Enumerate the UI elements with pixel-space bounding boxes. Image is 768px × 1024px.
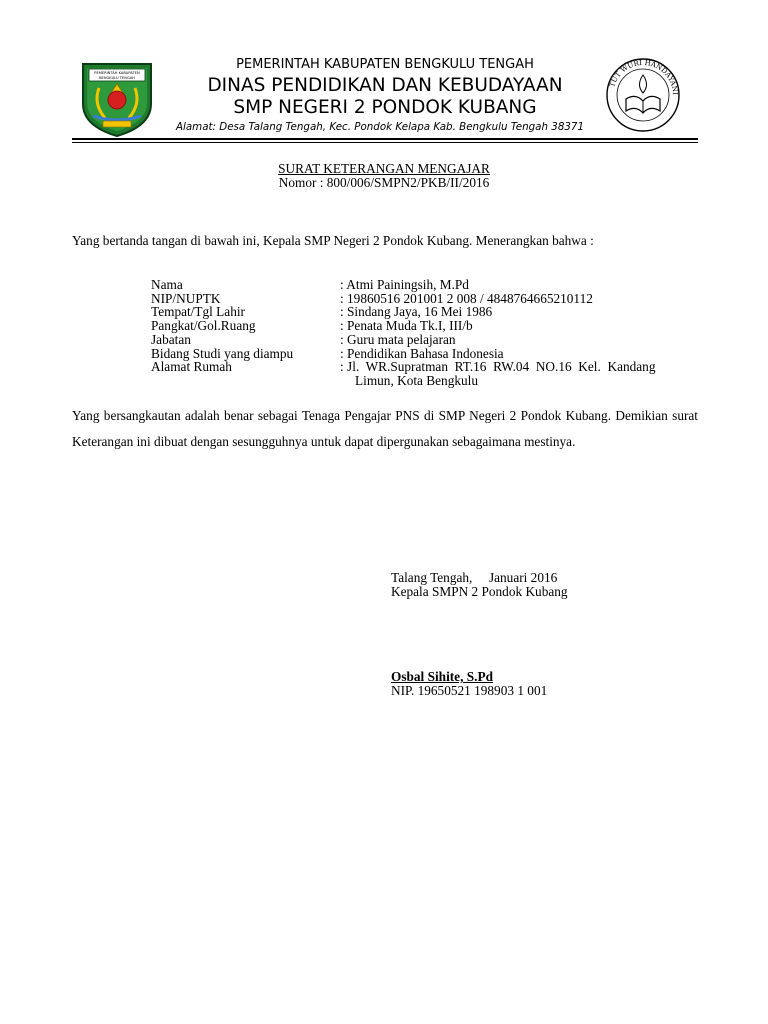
field-value-nama: : Atmi Painingsih, M.Pd	[340, 277, 469, 292]
signature-place-date: Talang Tengah, Januari 2016	[391, 570, 558, 585]
field-value-nip: : 19860516 201001 2 008 / 4848764665210112	[340, 291, 593, 306]
field-label-nama: Nama	[151, 277, 183, 292]
svg-text:PEMERINTAH KABUPATEN: PEMERINTAH KABUPATEN	[94, 71, 140, 75]
field-label-address: Alamat Rumah	[151, 359, 232, 374]
field-value-address-continued: Limun, Kota Bengkulu	[355, 373, 478, 388]
tut-wuri-handayani-logo	[596, 55, 691, 135]
field-label-nip: NIP/NUPTK	[151, 291, 221, 306]
document-title: SURAT KETERANGAN MENGAJAR	[278, 161, 490, 176]
letterhead-school: SMP NEGERI 2 PONDOK KUBANG	[233, 97, 537, 118]
closing-paragraph: Yang bersangkautan adalah benar sebagai Tenaga Pengajar PNS di SMP Negeri 2 Pondok Kubang. Demikian surat Keterangan ini dibuat dengan sesungguhnya untuk dapat dipergunakan sebagaimana mestinya.	[72, 408, 698, 449]
signatory-nip: NIP. 19650521 198903 1 001	[391, 683, 548, 698]
svg-text:TUT WURI HANDAYANI: TUT WURI HANDAYANI	[608, 58, 680, 96]
intro-paragraph: Yang bertanda tangan di bawah ini, Kepala SMP Negeri 2 Pondok Kubang. Menerangkan bahwa :	[72, 233, 594, 248]
field-value-rank: : Penata Muda Tk.I, III/b	[340, 318, 473, 333]
signature-role: Kepala SMPN 2 Pondok Kubang	[391, 584, 568, 599]
letterhead-address: Alamat: Desa Talang Tengah, Kec. Pondok Kelapa Kab. Bengkulu Tengah 38371	[175, 121, 585, 133]
signatory-name: Osbal Sihite, S.Pd	[391, 669, 493, 684]
field-value-subject: : Pendidikan Bahasa Indonesia	[340, 346, 504, 361]
field-value-address: : Jl. WR.Supratman RT.16 RW.04 NO.16 Kel. Kandang	[340, 359, 656, 374]
regency-logo	[77, 58, 157, 138]
field-value-birth: : Sindang Jaya, 16 Mei 1986	[340, 304, 493, 319]
letterhead-divider-thick	[72, 138, 698, 140]
letterhead-department: DINAS PENDIDIKAN DAN KEBUDAYAAN	[207, 75, 563, 96]
document-number: Nomor : 800/006/SMPN2/PKB/II/2016	[278, 175, 490, 190]
field-label-rank: Pangkat/Gol.Ruang	[151, 318, 256, 333]
field-label-birth: Tempat/Tgl Lahir	[151, 304, 245, 319]
field-label-position: Jabatan	[151, 332, 191, 347]
svg-text:BENGKULU TENGAH: BENGKULU TENGAH	[99, 76, 135, 80]
letterhead-divider-thin	[72, 142, 698, 143]
field-label-subject: Bidang Studi yang diampu	[151, 346, 294, 361]
field-value-position: : Guru mata pelajaran	[340, 332, 456, 347]
letterhead-government: PEMERINTAH KABUPATEN BENGKULU TENGAH	[236, 57, 534, 72]
